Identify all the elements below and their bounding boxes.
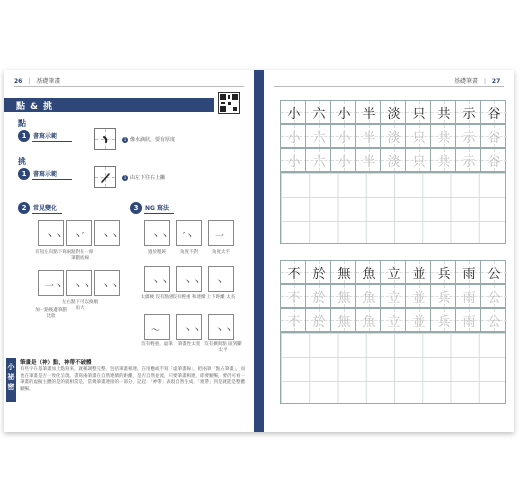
dot-demo-box xyxy=(94,128,116,150)
trace-character: 並 xyxy=(412,315,426,330)
right-page-number: 27 xyxy=(491,78,501,85)
left-header: 26 | 基礎筆畫 xyxy=(14,78,61,85)
ng-cell-6: 丶 xyxy=(208,266,234,292)
tick-heading: 挑 xyxy=(18,157,26,166)
trace-character: 示 xyxy=(462,131,476,146)
trace-character: 立 xyxy=(387,315,401,330)
ng-caption-4: 太僵硬 沒有點感 xyxy=(140,295,174,300)
char-cell[interactable] xyxy=(380,100,406,124)
trace-character: 只 xyxy=(412,131,426,146)
char-cell[interactable] xyxy=(430,284,456,308)
ng-number: 3 xyxy=(130,202,142,214)
char-cell[interactable] xyxy=(380,148,406,172)
ng-cell-8: 丶丶 xyxy=(176,314,202,340)
trace-character: 只 xyxy=(412,155,426,170)
qr-code-icon[interactable] xyxy=(218,92,240,114)
trace-character: 半 xyxy=(362,155,376,170)
left-page xyxy=(4,70,254,432)
char-cell[interactable] xyxy=(355,100,381,124)
char-cell[interactable] xyxy=(330,308,356,332)
char-cell[interactable] xyxy=(305,284,331,308)
common-text: 常見變化 xyxy=(33,205,58,212)
common-caption-2: 兩點對在一條筆劃底線 xyxy=(66,250,94,261)
char-cell[interactable] xyxy=(455,284,481,308)
char-cell[interactable] xyxy=(355,284,381,308)
small-tip-body: 有些字在基筆畫加上點寫來，就稱調整完整，包括筆畫相連、在用應或手寫「虛筆畫線」，把兩筆「點五筆畫」，而也在筆畫是否一致化呈現。書寫兩筆畫在自然連續的距離，是否自然並流，只要筆畫相連，即要順暢，要仍可看一筆畫的虛擬主體的是的就相當是，當幾筆畫連接的一部分，記起：「神帶」表現自然生成，「連帶」到是就能是整體順暢。 xyxy=(20,367,245,392)
char-cell[interactable] xyxy=(330,284,356,308)
section-title: 點 & 挑 xyxy=(16,102,54,112)
common-caption-4: 加一點後邊筆劃比收 xyxy=(35,308,67,319)
trace-row-bottom-1 xyxy=(280,284,506,308)
trace-row-top-1 xyxy=(280,124,506,148)
tick-stroke-icon xyxy=(95,167,117,189)
trace-character: 小 xyxy=(287,131,301,146)
trace-character: 無 xyxy=(337,291,351,306)
trace-character: 魚 xyxy=(362,291,376,306)
model-character: 於 xyxy=(312,267,326,282)
trace-character: 淡 xyxy=(387,131,401,146)
trace-character: 兵 xyxy=(437,291,451,306)
model-character: 立 xyxy=(387,267,401,282)
left-page-number: 26 xyxy=(14,78,23,85)
char-cell[interactable] xyxy=(430,100,456,124)
char-cell[interactable] xyxy=(430,148,456,172)
model-character: 共 xyxy=(437,107,451,122)
char-cell[interactable] xyxy=(280,284,306,308)
tick-demo-text: 書寫示範 xyxy=(33,171,58,178)
trace-character: 小 xyxy=(287,155,301,170)
tick-tip: 1 由左下往右上撇 xyxy=(123,175,166,181)
model-character: 淡 xyxy=(387,107,401,122)
char-cell[interactable] xyxy=(355,124,381,148)
tick-demo-number: 1 xyxy=(18,168,30,180)
tick-demo-box xyxy=(94,166,116,188)
model-character: 半 xyxy=(362,107,376,122)
trace-character: 示 xyxy=(462,155,476,170)
trace-character: 不 xyxy=(287,315,301,330)
dot-demo-number: 1 xyxy=(18,130,30,142)
dot-heading: 點 xyxy=(18,119,26,128)
dot-tip: 1 像水滴狀，要有厚度 xyxy=(123,137,176,143)
right-header-title: 基礎筆畫 xyxy=(454,78,479,85)
model-character: 六 xyxy=(312,107,326,122)
trace-character: 於 xyxy=(312,291,326,306)
book-spine xyxy=(254,70,264,432)
char-cell[interactable] xyxy=(280,124,306,148)
model-character: 雨 xyxy=(462,267,476,282)
model-character: 示 xyxy=(462,107,476,122)
char-cell[interactable] xyxy=(330,100,356,124)
char-cell[interactable] xyxy=(330,124,356,148)
ng-cell-9: 丶丶 xyxy=(208,314,234,340)
ng-caption-2: 角度不對 xyxy=(180,250,198,255)
char-cell[interactable] xyxy=(430,308,456,332)
trace-row-top-2 xyxy=(280,148,506,172)
ng-cell-2: ′丶 xyxy=(176,220,202,246)
ng-caption-3: 角度太平 xyxy=(212,250,230,255)
char-cell[interactable] xyxy=(405,100,431,124)
small-tip-title: 筆畫是（神）點，神帶不破體 xyxy=(20,360,92,366)
char-cell[interactable] xyxy=(455,100,481,124)
ng-caption-8: 筆畫性太寬 xyxy=(177,342,201,347)
char-cell[interactable] xyxy=(305,124,331,148)
practice-grid-bottom[interactable] xyxy=(280,332,506,404)
model-character: 無 xyxy=(337,267,351,282)
trace-character: 雨 xyxy=(462,315,476,330)
trace-character: 共 xyxy=(437,155,451,170)
char-cell[interactable] xyxy=(305,260,331,284)
trace-character: 兵 xyxy=(437,315,451,330)
model-character: 小 xyxy=(287,107,301,122)
model-row-top xyxy=(280,100,506,124)
ng-cell-1: 丶丶 xyxy=(144,220,170,246)
common-cell-6: 丶丶 xyxy=(94,270,120,296)
char-cell[interactable] xyxy=(455,308,481,332)
trace-character: 谷 xyxy=(487,155,501,170)
char-cell[interactable] xyxy=(480,148,506,172)
right-header-rule xyxy=(274,86,504,87)
ng-cell-4: 丶丶 xyxy=(144,266,170,292)
ng-caption-7: 沒有輕重，虛筆 xyxy=(141,342,173,347)
model-character: 兵 xyxy=(437,267,451,282)
model-character: 只 xyxy=(412,107,426,122)
right-page xyxy=(264,70,514,432)
char-cell[interactable] xyxy=(305,100,331,124)
trace-character: 谷 xyxy=(487,131,501,146)
common-cell-4: 一丶 xyxy=(38,270,64,296)
trace-character: 小 xyxy=(337,155,351,170)
trace-character: 於 xyxy=(312,315,326,330)
model-character: 公 xyxy=(487,267,501,282)
ng-caption-5: 沒有輕重 和連續 xyxy=(172,295,206,300)
ng-caption-9: 沒有擴與點 區到斷太平 xyxy=(204,342,242,353)
ng-cell-5: 丶丶 xyxy=(176,266,202,292)
char-cell[interactable] xyxy=(455,148,481,172)
ng-cell-7: 〜 xyxy=(144,314,170,340)
char-cell[interactable] xyxy=(305,308,331,332)
ng-caption-6: 上下距離 太長 xyxy=(206,295,236,300)
model-character: 不 xyxy=(287,267,301,282)
ng-caption-1: 過於粗鈍 xyxy=(148,250,166,255)
char-cell[interactable] xyxy=(280,100,306,124)
ng-cell-3: 一 xyxy=(208,220,234,246)
char-cell[interactable] xyxy=(480,308,506,332)
char-cell[interactable] xyxy=(430,260,456,284)
char-cell[interactable] xyxy=(355,308,381,332)
trace-character: 立 xyxy=(387,291,401,306)
common-cell-2: 丶′ xyxy=(66,220,92,246)
char-cell[interactable] xyxy=(355,148,381,172)
model-character: 並 xyxy=(412,267,426,282)
trace-character: 魚 xyxy=(362,315,376,330)
common-cell-5: 丶丶 xyxy=(66,270,92,296)
book-spread xyxy=(4,70,514,432)
char-cell[interactable] xyxy=(405,260,431,284)
small-tip-tab: 小祕密 xyxy=(6,358,16,402)
trace-row-bottom-2 xyxy=(280,308,506,332)
common-caption-1: 有短左向點下寫 xyxy=(35,250,67,255)
trace-character: 無 xyxy=(337,315,351,330)
char-cell[interactable] xyxy=(405,124,431,148)
char-cell[interactable] xyxy=(330,260,356,284)
model-character: 魚 xyxy=(362,267,376,282)
trace-character: 半 xyxy=(362,131,376,146)
char-cell[interactable] xyxy=(380,260,406,284)
left-header-title: 基礎筆畫 xyxy=(36,78,61,85)
char-cell[interactable] xyxy=(280,308,306,332)
char-cell[interactable] xyxy=(280,260,306,284)
trace-character: 共 xyxy=(437,131,451,146)
trace-character: 雨 xyxy=(462,291,476,306)
common-cell-3: 丶丶 xyxy=(94,220,120,246)
char-cell[interactable] xyxy=(430,124,456,148)
char-cell[interactable] xyxy=(480,284,506,308)
char-cell[interactable] xyxy=(405,148,431,172)
model-row-bottom xyxy=(280,260,506,284)
char-cell[interactable] xyxy=(480,260,506,284)
trace-character: 公 xyxy=(487,315,501,330)
char-cell[interactable] xyxy=(380,124,406,148)
char-cell[interactable] xyxy=(280,148,306,172)
trace-character: 公 xyxy=(487,291,501,306)
trace-character: 不 xyxy=(287,291,301,306)
char-cell[interactable] xyxy=(455,260,481,284)
trace-character: 小 xyxy=(337,131,351,146)
char-cell[interactable] xyxy=(480,124,506,148)
char-cell[interactable] xyxy=(405,284,431,308)
ng-text: NG 寫法 xyxy=(145,205,170,212)
practice-grid-top[interactable] xyxy=(280,172,506,244)
common-cell-1: 丶丶 xyxy=(38,220,64,246)
char-cell[interactable] xyxy=(480,100,506,124)
trace-character: 並 xyxy=(412,291,426,306)
section-title-bar xyxy=(4,98,214,112)
char-cell[interactable] xyxy=(330,148,356,172)
model-character: 小 xyxy=(337,107,351,122)
char-cell[interactable] xyxy=(380,308,406,332)
dot-demo-text: 書寫示範 xyxy=(33,133,58,140)
char-cell[interactable] xyxy=(380,284,406,308)
dot-stroke-icon xyxy=(95,129,117,151)
trace-character: 六 xyxy=(312,131,326,146)
model-character: 谷 xyxy=(487,107,501,122)
char-cell[interactable] xyxy=(355,260,381,284)
char-cell[interactable] xyxy=(405,308,431,332)
char-cell[interactable] xyxy=(455,124,481,148)
char-cell[interactable] xyxy=(305,148,331,172)
trace-character: 淡 xyxy=(387,155,401,170)
common-number: 2 xyxy=(18,202,30,214)
right-header: 基礎筆畫 | 27 xyxy=(454,78,501,85)
common-caption-3: 左右點下可以換順角大 xyxy=(62,300,98,311)
trace-character: 六 xyxy=(312,155,326,170)
left-header-rule xyxy=(14,86,244,87)
